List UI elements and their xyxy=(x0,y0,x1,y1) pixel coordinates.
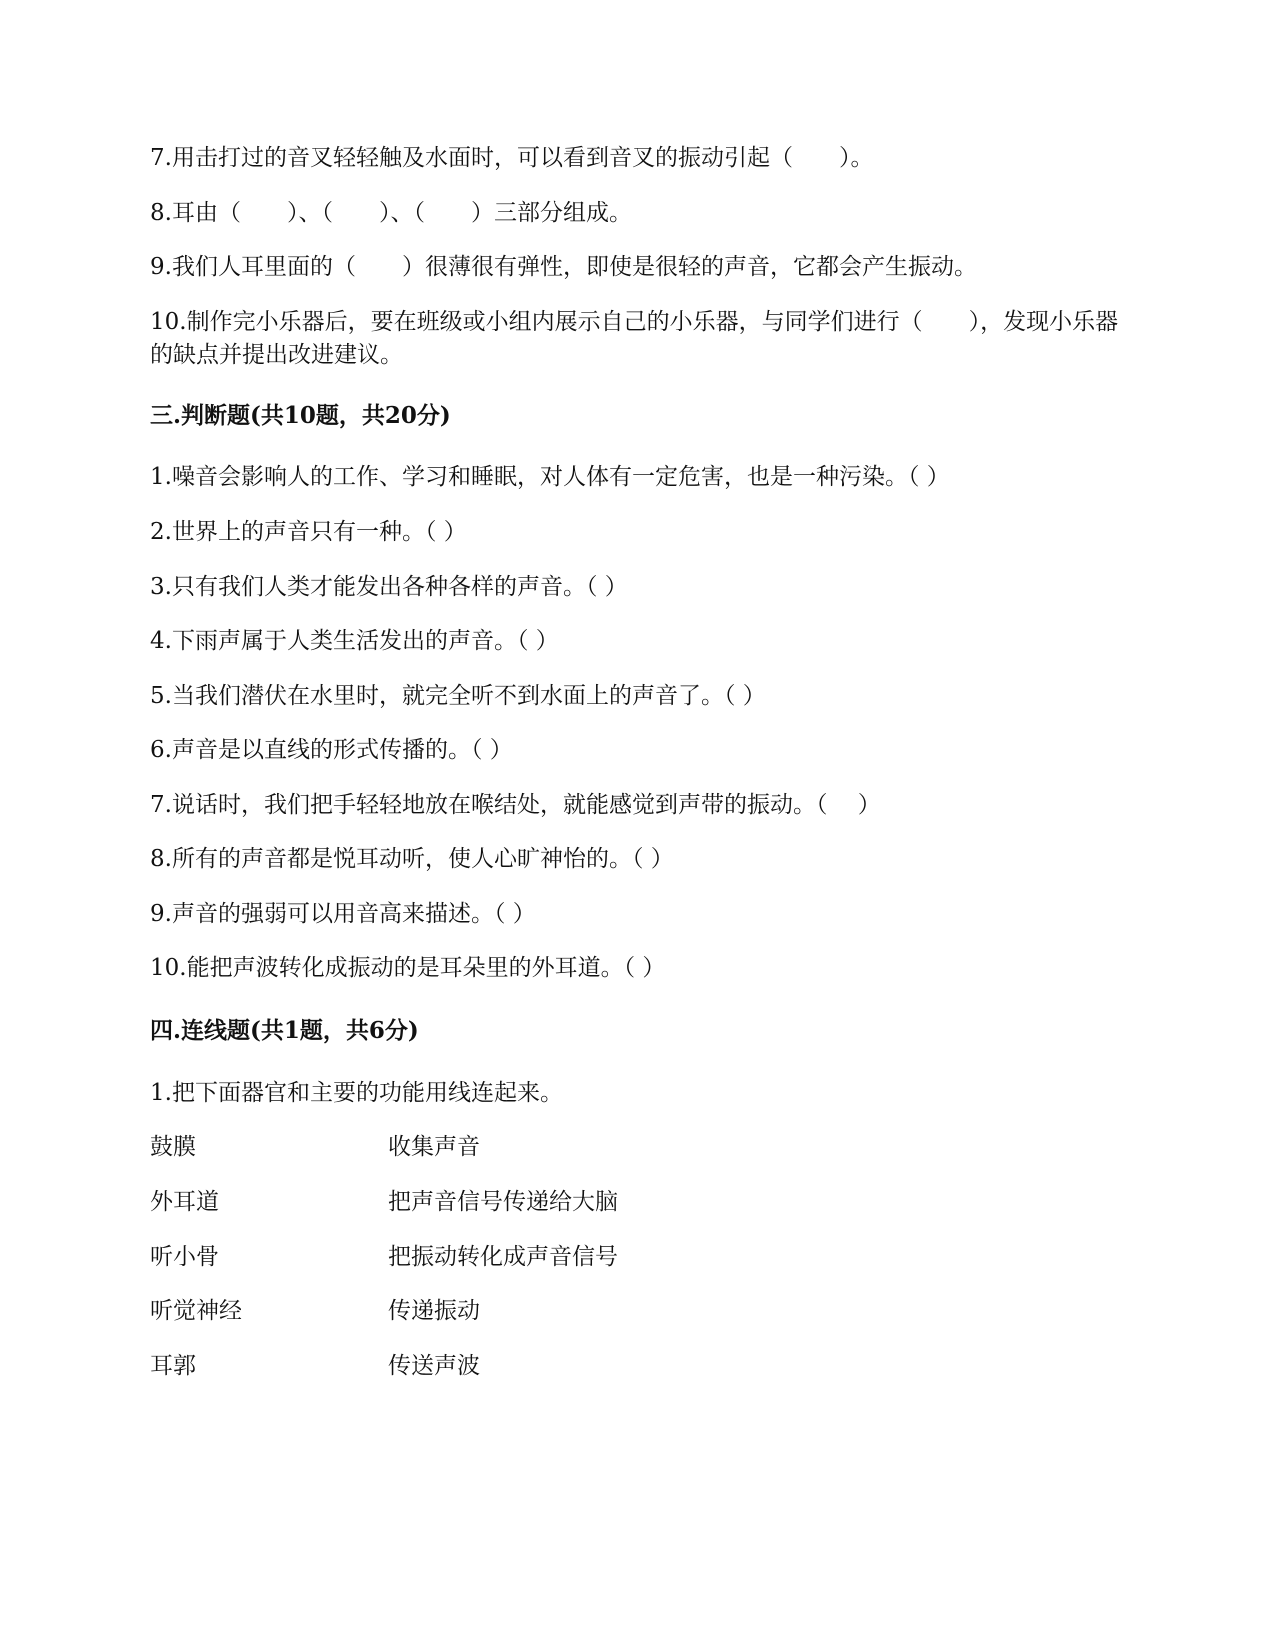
fill-blank-question-8: 8.耳由（ ）、（ ）、（ ）三部分组成。 xyxy=(150,200,632,226)
matching-organ-2: 外耳道 xyxy=(150,1189,219,1215)
fill-blank-question-7: 7.用击打过的音叉轻轻触及水面时，可以看到音叉的振动引起（ ）。 xyxy=(150,145,874,171)
matching-function-4: 传递振动 xyxy=(388,1298,480,1324)
true-false-item-2: 2.世界上的声音只有一种。（ ） xyxy=(150,519,467,545)
true-false-item-8: 8.所有的声音都是悦耳动听，使人心旷神怡的。（ ） xyxy=(150,846,674,872)
matching-organ-3: 听小骨 xyxy=(150,1244,219,1270)
true-false-item-1: 1.噪音会影响人的工作、学习和睡眠，对人体有一定危害，也是一种污染。（ ） xyxy=(150,464,950,490)
matching-organ-5: 耳郭 xyxy=(150,1353,196,1379)
true-false-item-10: 10.能把声波转化成振动的是耳朵里的外耳道。（ ） xyxy=(150,955,666,981)
fill-blank-question-9: 9.我们人耳里面的（ ）很薄很有弹性，即使是很轻的声音，它都会产生振动。 xyxy=(150,254,977,280)
true-false-item-5: 5.当我们潜伏在水里时，就完全听不到水面上的声音了。（ ） xyxy=(150,683,766,709)
matching-organ-4: 听觉神经 xyxy=(150,1298,242,1324)
true-false-item-6: 6.声音是以直线的形式传播的。（ ） xyxy=(150,737,513,763)
document-page xyxy=(150,0,1150,1650)
true-false-item-3: 3.只有我们人类才能发出各种各样的声音。（ ） xyxy=(150,574,628,600)
matching-function-5: 传送声波 xyxy=(388,1353,480,1379)
fill-blank-question-10: 10.制作完小乐器后，要在班级或小组内展示自己的小乐器，与同学们进行（ ），发现小乐器的缺点并提出改进建议。 xyxy=(150,309,1119,368)
matching-function-2: 把声音信号传递给大脑 xyxy=(388,1189,618,1215)
matching-question: 1.把下面器官和主要的功能用线连起来。 xyxy=(150,1080,563,1106)
true-false-item-4: 4.下雨声属于人类生活发出的声音。（ ） xyxy=(150,628,559,654)
matching-organ-1: 鼓膜 xyxy=(150,1134,196,1160)
matching-function-1: 收集声音 xyxy=(388,1134,480,1160)
matching-function-3: 把振动转化成声音信号 xyxy=(388,1244,618,1270)
matching-section-heading: 四.连线题(共1题，共6分) xyxy=(150,1017,419,1044)
true-false-item-9: 9.声音的强弱可以用音高来描述。（ ） xyxy=(150,901,536,927)
true-false-section-heading: 三.判断题(共10题，共20分) xyxy=(150,402,451,429)
true-false-item-7: 7.说话时，我们把手轻轻地放在喉结处，就能感觉到声带的振动。（ ） xyxy=(150,792,881,818)
